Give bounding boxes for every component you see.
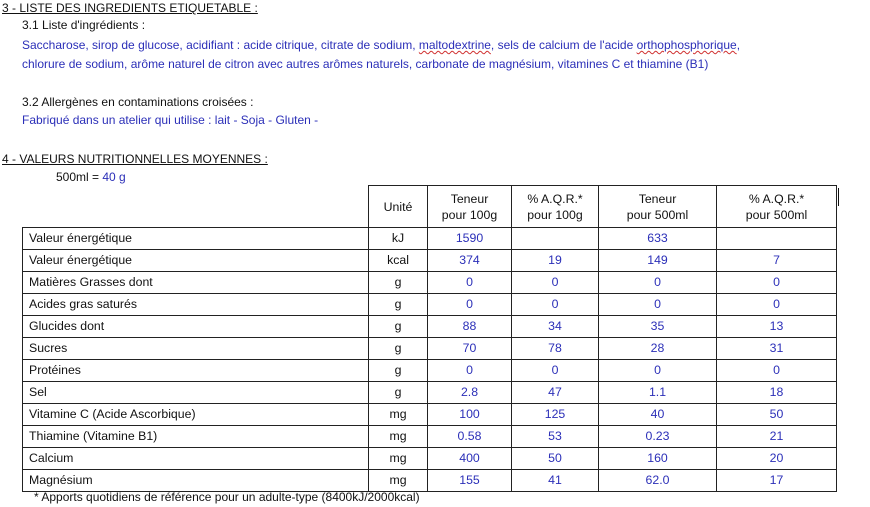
row-unit: g xyxy=(369,382,428,404)
value-per-500ml: 160 xyxy=(599,448,717,470)
row-unit: kcal xyxy=(369,250,428,272)
aqr-per-100g: 34 xyxy=(512,316,599,338)
value-per-100g: 1590 xyxy=(428,228,512,250)
aqr-per-100g: 47 xyxy=(512,382,599,404)
aqr-per-500ml: 31 xyxy=(717,338,837,360)
header-col2: % A.Q.R.* pour 100g xyxy=(512,186,599,228)
table-row xyxy=(23,228,837,250)
header-empty-cell xyxy=(23,186,369,228)
row-label: Valeur énergétique xyxy=(23,228,369,250)
nutrition-table xyxy=(22,185,837,492)
row-label: Acides gras saturés xyxy=(23,294,369,316)
table-row xyxy=(23,404,837,426)
aqr-per-500ml: 7 xyxy=(717,250,837,272)
header-col1: Teneur pour 100g xyxy=(428,186,512,228)
table-row xyxy=(23,338,837,360)
row-label: Glucides dont xyxy=(23,316,369,338)
table-row xyxy=(23,470,837,492)
row-unit: g xyxy=(369,338,428,360)
value-per-500ml: 40 xyxy=(599,404,717,426)
row-label: Sucres xyxy=(23,338,369,360)
value-per-500ml: 0.23 xyxy=(599,426,717,448)
value-per-500ml: 62.0 xyxy=(599,470,717,492)
table-row xyxy=(23,272,837,294)
table-row xyxy=(23,382,837,404)
aqr-per-500ml: 0 xyxy=(717,360,837,382)
aqr-per-500ml xyxy=(717,228,837,250)
footnote: * Apports quotidiens de référence pour un adulte-type (8400kJ/2000kcal) xyxy=(34,490,420,504)
row-label: Protéines xyxy=(23,360,369,382)
ingredients-text-a: Saccharose, sirop de glucose, acidifiant : acide citrique, citrate de sodium, xyxy=(22,38,419,52)
section-4-title: 4 - VALEURS NUTRITIONNELLES MOYENNES : xyxy=(2,152,268,166)
row-label: Sel xyxy=(23,382,369,404)
aqr-per-100g xyxy=(512,228,599,250)
header-col3: Teneur pour 500ml xyxy=(599,186,717,228)
ingredients-text-b: , sels de calcium de l'acide xyxy=(490,38,637,52)
value-per-500ml: 35 xyxy=(599,316,717,338)
aqr-per-100g: 78 xyxy=(512,338,599,360)
ingredients-line-1 xyxy=(22,38,740,52)
row-unit: mg xyxy=(369,448,428,470)
aqr-per-500ml: 13 xyxy=(717,316,837,338)
value-per-100g: 0.58 xyxy=(428,426,512,448)
ingredients-text-c: , xyxy=(736,38,741,52)
section-3-title: 3 - LISTE DES INGREDIENTS ETIQUETABLE : xyxy=(2,1,258,15)
value-per-100g: 2.8 xyxy=(428,382,512,404)
value-per-500ml: 0 xyxy=(599,360,717,382)
spellcheck-word-maltodextrine[interactable]: maltodextrine xyxy=(418,38,491,52)
aqr-per-100g: 41 xyxy=(512,470,599,492)
value-per-100g: 88 xyxy=(428,316,512,338)
portion-label: 500ml = xyxy=(56,170,103,184)
aqr-per-100g: 19 xyxy=(512,250,599,272)
row-label: Thiamine (Vitamine B1) xyxy=(23,426,369,448)
aqr-per-100g: 50 xyxy=(512,448,599,470)
portion-value: 40 g xyxy=(102,170,126,184)
table-row xyxy=(23,294,837,316)
row-unit: kJ xyxy=(369,228,428,250)
row-label: Matières Grasses dont xyxy=(23,272,369,294)
aqr-per-100g: 0 xyxy=(512,294,599,316)
value-per-500ml: 28 xyxy=(599,338,717,360)
text-cursor xyxy=(838,188,839,206)
row-unit: mg xyxy=(369,426,428,448)
row-unit: g xyxy=(369,294,428,316)
ingredients-line-2: chlorure de sodium, arôme naturel de citron avec autres arômes naturels, carbonate de magnésium, vitamines C et thiamine (B1) xyxy=(22,57,709,71)
table-row xyxy=(23,316,837,338)
table-header-row xyxy=(23,186,837,228)
value-per-100g: 0 xyxy=(428,272,512,294)
row-unit: g xyxy=(369,272,428,294)
row-label: Calcium xyxy=(23,448,369,470)
row-unit: mg xyxy=(369,404,428,426)
aqr-per-500ml: 50 xyxy=(717,404,837,426)
value-per-100g: 155 xyxy=(428,470,512,492)
aqr-per-500ml: 0 xyxy=(717,272,837,294)
value-per-100g: 100 xyxy=(428,404,512,426)
aqr-per-500ml: 20 xyxy=(717,448,837,470)
row-unit: mg xyxy=(369,470,428,492)
aqr-per-500ml: 21 xyxy=(717,426,837,448)
header-unit: Unité xyxy=(369,186,428,228)
header-col4: % A.Q.R.* pour 500ml xyxy=(717,186,837,228)
value-per-500ml: 0 xyxy=(599,294,717,316)
value-per-100g: 400 xyxy=(428,448,512,470)
aqr-per-100g: 53 xyxy=(512,426,599,448)
table-row xyxy=(23,448,837,470)
value-per-500ml: 0 xyxy=(599,272,717,294)
value-per-100g: 0 xyxy=(428,294,512,316)
row-unit: g xyxy=(369,360,428,382)
spellcheck-word-orthophosphorique[interactable]: orthophosphorique xyxy=(636,38,737,52)
allergens-subtitle: 3.2 Allergènes en contaminations croisées : xyxy=(22,95,254,109)
table-row xyxy=(23,426,837,448)
portion-line xyxy=(56,170,126,184)
aqr-per-100g: 0 xyxy=(512,272,599,294)
aqr-per-100g: 125 xyxy=(512,404,599,426)
value-per-500ml: 633 xyxy=(599,228,717,250)
aqr-per-500ml: 18 xyxy=(717,382,837,404)
ingredients-subtitle: 3.1 Liste d'ingrédients : xyxy=(22,18,146,32)
value-per-500ml: 149 xyxy=(599,250,717,272)
row-unit: g xyxy=(369,316,428,338)
value-per-100g: 70 xyxy=(428,338,512,360)
allergens-text: Fabriqué dans un atelier qui utilise : lait - Soja - Gluten - xyxy=(22,113,319,127)
aqr-per-100g: 0 xyxy=(512,360,599,382)
row-label: Valeur énergétique xyxy=(23,250,369,272)
row-label: Vitamine C (Acide Ascorbique) xyxy=(23,404,369,426)
table-row xyxy=(23,250,837,272)
row-label: Magnésium xyxy=(23,470,369,492)
aqr-per-500ml: 0 xyxy=(717,294,837,316)
value-per-100g: 0 xyxy=(428,360,512,382)
value-per-500ml: 1.1 xyxy=(599,382,717,404)
value-per-100g: 374 xyxy=(428,250,512,272)
table-row xyxy=(23,360,837,382)
aqr-per-500ml: 17 xyxy=(717,470,837,492)
